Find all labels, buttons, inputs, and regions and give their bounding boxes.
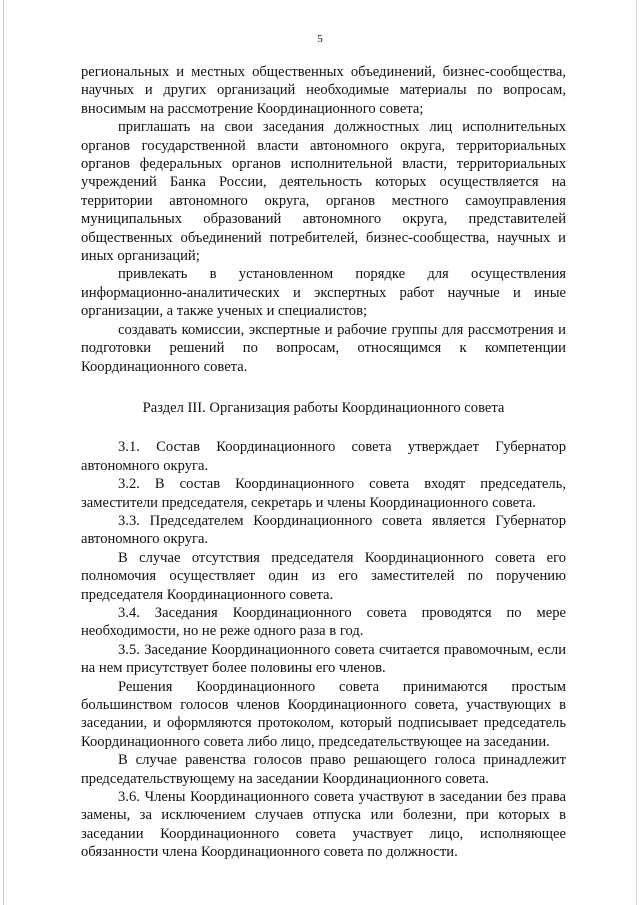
page-edge-right <box>636 0 637 905</box>
paragraph: В случае отсутствия председателя Координационного совета его полномочия осуществляет один из его заместителей по поручению председателя Координационного совета. <box>81 549 566 603</box>
paragraph: 3.1. Состав Координационного совета утверждает Губернатор автономного округа. <box>81 439 566 474</box>
paragraph: региональных и местных общественных объединений, бизнес-сообщества, научных и других организаций необходимые материалы по вопросам, вносимым на рассмотрение Координационного совета; <box>81 64 566 117</box>
paragraph: 3.4. Заседания Координационного совета проводятся по мере необходимости, но не реже одного раза в год. <box>81 604 566 640</box>
paragraph: создавать комиссии, экспертные и рабочие группы для рассмотрения и подготовки решений по вопросам, относящимся к компетенции Координационного совета. <box>81 321 566 375</box>
paragraph: Решения Координационного совета принимаются простым большинством голосов членов Координационного совета, участвующих в заседании, и оформляются протоколом, который подписывает председатель Координационного совета либо лицо, председательствующее на заседании. <box>81 678 566 750</box>
page-edge-left <box>3 0 4 905</box>
paragraph: привлекать в установленном порядке для осуществления информационно-аналитических и экспертных работ научные и иные организации, а также ученых и специалистов; <box>81 266 566 320</box>
section-heading: Раздел III. Организация работы Координационного совета <box>142 399 505 416</box>
paragraph: 3.6. Члены Координационного совета участвуют в заседании без права замены, за исключением случаев отпуска или болезни, при которых в заседании Координационного совета участвует лицо, исполняющее обязанности члена Координационного совета по должности. <box>81 789 566 861</box>
paragraph: В случае равенства голосов право решающего голоса принадлежит председательствующему на заседании Координационного совета. <box>81 752 566 787</box>
paragraph: 3.5. Заседание Координационного совета считается правомочным, если на нем присутствует более половины его членов. <box>81 641 566 677</box>
document-body <box>81 63 566 862</box>
paragraph: 3.3. Председателем Координационного совета является Губернатор автономного округа. <box>81 512 566 548</box>
paragraph: приглашать на свои заседания должностных лиц исполнительных органов государственной власти автономного округа, территориальных органов федеральных органов исполнительной власти, территориальных учреждений Банка России, деятельность которых осуществляется на территории автономного округа, органов местного самоуправления муниципальных образований автономного округа, представителей общественных объединений потребителей, бизнес-сообщества, научных и иных организаций; <box>81 119 566 265</box>
paragraph: 3.2. В состав Координационного совета входят председатель, заместители председателя, секретарь и члены Координационного совета. <box>81 476 566 511</box>
page-number: 5 <box>317 33 323 45</box>
